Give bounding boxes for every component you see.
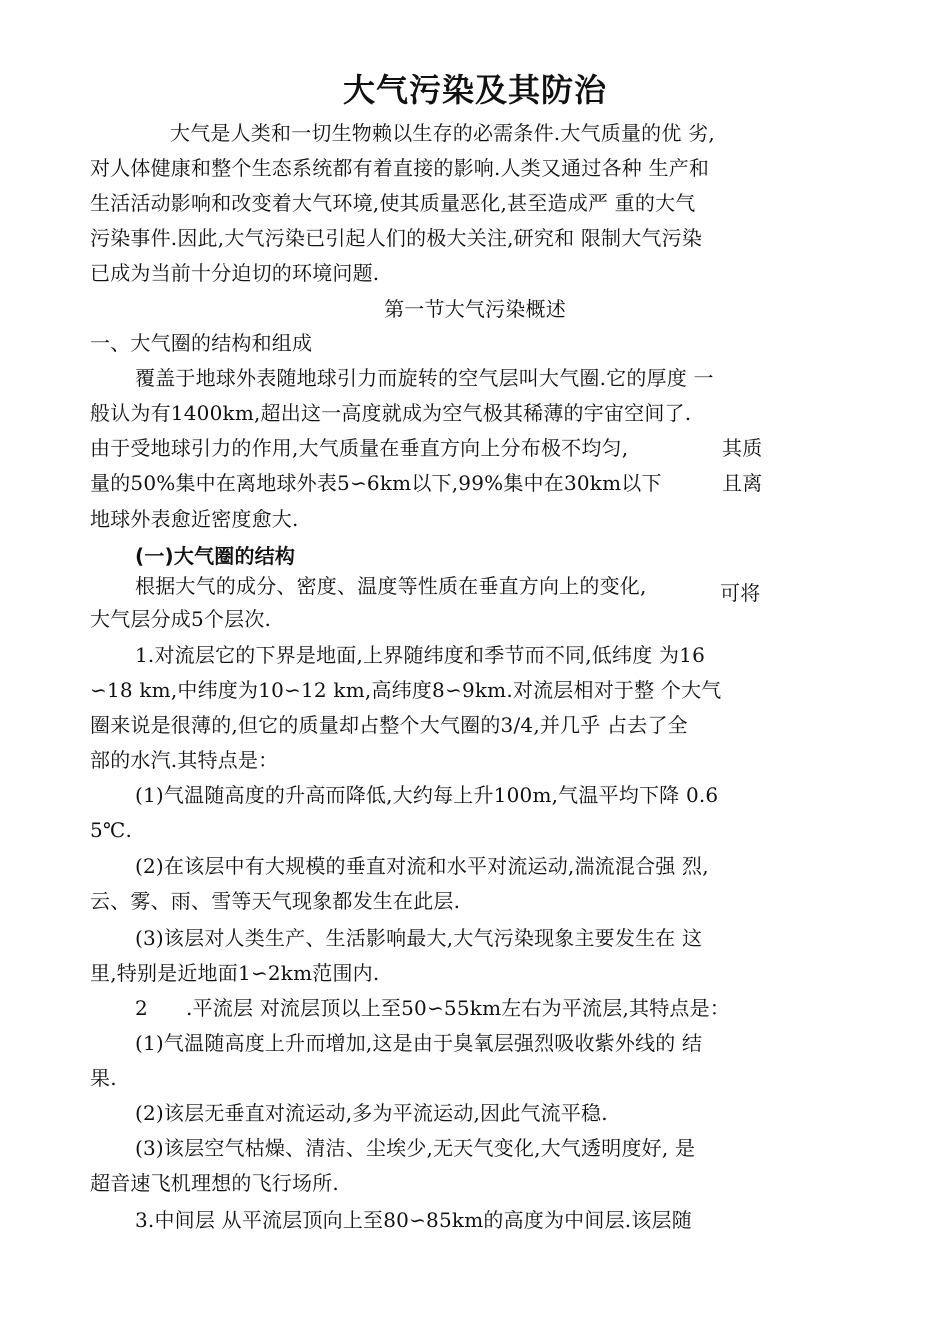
text-line: 可将 <box>720 581 761 605</box>
text-line: 果. <box>90 1066 117 1090</box>
text-line: 3.中间层 从平流层顶向上至80∽85km的高度为中间层.该层随 <box>135 1208 692 1232</box>
text-line: 其质 <box>722 436 763 460</box>
section-heading: (一)大气圈的结构 <box>135 544 296 568</box>
text-line: 对人体健康和整个生态系统都有着直接的影响.人类又通过各种 生产和 <box>90 156 710 180</box>
text-line: 般认为有1400km,超出这一高度就成为空气极其稀薄的宇宙空间了. <box>90 401 692 425</box>
text-line: .平流层 对流层顶以上至50∽55km左右为平流层,其特点是： <box>186 996 731 1020</box>
text-line: 圈来说是很薄的,但它的质量却占整个大气圈的3/4,并几乎 占去了全 <box>90 713 688 737</box>
document-title: 大气污染及其防治 <box>342 71 607 109</box>
text-line: (3)该层空气枯燥、清洁、尘埃少,无天气变化,大气透明度好, 是 <box>135 1136 696 1160</box>
text-line: ∽18 km,中纬度为10∽12 km,高纬度8∽9km.对流层相对于整 个大气 <box>90 678 722 702</box>
text-line: (2)在该层中有大规模的垂直对流和水平对流运动,湍流混合强 烈, <box>135 854 709 878</box>
text-line: 由于受地球引力的作用,大气质量在垂直方向上分布极不均匀, <box>90 436 629 460</box>
text-line: 地球外表愈近密度愈大. <box>90 507 299 531</box>
text-line: 2 <box>135 996 148 1020</box>
text-line: 1.对流层它的下界是地面,上界随纬度和季节而不同,低纬度 为16 <box>135 643 706 667</box>
text-line: (1)气温随高度的升高而降低,大约每上升100m,气温平均下降 0.6 <box>135 783 719 807</box>
text-line: 里,特别是近地面1∽2km范围内. <box>90 961 380 985</box>
chapter-heading: 第一节大气污染概述 <box>384 297 566 321</box>
text-line: 且离 <box>722 471 763 495</box>
text-line: (3)该层对人类生产、生活影响最大,大气污染现象主要发生在 这 <box>135 926 703 950</box>
text-line: 大气层分成5个层次. <box>90 607 272 631</box>
text-line: 覆盖于地球外表随地球引力而旋转的空气层叫大气圈.它的厚度 一 <box>135 366 714 390</box>
text-line: 大气是人类和一切生物赖以生存的必需条件.大气质量的优 劣, <box>170 121 715 145</box>
text-line: (1)气温随高度上升而增加,这是由于臭氧层强烈吸收紫外线的 结 <box>135 1031 703 1055</box>
text-line: 生活活动影响和改变着大气环境,使其质量恶化,甚至造成严 重的大气 <box>90 191 696 215</box>
text-line: 已成为当前十分迫切的环境问题. <box>90 261 380 285</box>
text-line: 云、雾、雨、雪等天气现象都发生在此层. <box>90 889 461 913</box>
text-line: 超音速飞机理想的飞行场所. <box>90 1171 339 1195</box>
text-line: 量的50%集中在离地球外表5∽6km以下,99%集中在30km以下 <box>90 471 662 495</box>
text-line: 5℃. <box>90 818 133 842</box>
text-line: 一、大气圈的结构和组成 <box>90 331 313 355</box>
text-line: 部的水汽.其特点是： <box>90 748 279 772</box>
text-line: 污染事件.因此,大气污染已引起人们的极大关注,研究和 限制大气污染 <box>90 226 703 250</box>
text-line: 根据大气的成分、密度、温度等性质在垂直方向上的变化, <box>135 574 647 598</box>
text-line: (2)该层无垂直对流运动,多为平流运动,因此气流平稳. <box>135 1101 608 1125</box>
